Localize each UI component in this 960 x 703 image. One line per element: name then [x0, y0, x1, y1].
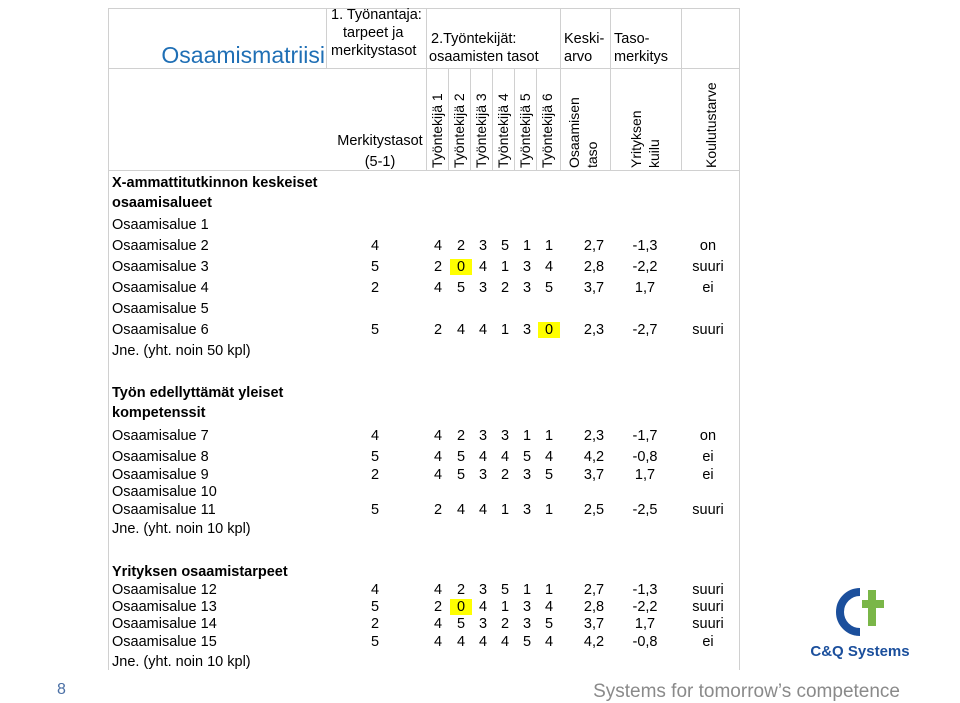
employer-header-line3: merkitystasot — [331, 43, 417, 59]
worker-score: 4 — [433, 280, 443, 296]
worker-score: 3 — [500, 428, 510, 444]
worker-score: 4 — [544, 599, 554, 615]
worker-score: 3 — [522, 616, 532, 632]
average-value: 2,5 — [583, 502, 605, 518]
importance-value: 5 — [370, 322, 380, 338]
employees-header — [431, 30, 539, 66]
worker-score: 4 — [456, 502, 466, 518]
average-value: 2,8 — [583, 599, 605, 615]
average-value: 2,8 — [583, 259, 605, 275]
training-need-value: suuri — [692, 582, 724, 598]
worker-score: 4 — [433, 634, 443, 650]
training-need-value: suuri — [692, 322, 724, 338]
worker-score: 4 — [433, 616, 443, 632]
worker-score: 4 — [544, 634, 554, 650]
worker-score: 3 — [522, 467, 532, 483]
importance-value: 5 — [370, 259, 380, 275]
gap-value: 1,7 — [634, 616, 656, 632]
training-need-value: suuri — [692, 502, 724, 518]
row-label: Osaamisalue 9 — [112, 467, 209, 483]
importance-value: 5 — [370, 502, 380, 518]
worker-score: 1 — [522, 428, 532, 444]
average-value: 3,7 — [583, 616, 605, 632]
worker-score: 5 — [544, 467, 554, 483]
row-label: Osaamisalue 11 — [112, 502, 216, 518]
average-value: 2,7 — [583, 238, 605, 254]
employer-header-line1: 1. Työnantaja: — [331, 7, 422, 23]
worker-score: 2 — [433, 259, 443, 275]
footer-tagline: Systems for tomorrow’s competence — [593, 681, 900, 702]
worker-score: 2 — [433, 599, 443, 615]
gap-value: -1,3 — [632, 582, 658, 598]
row-label: Osaamisalue 3 — [112, 259, 209, 275]
grid-line — [610, 8, 611, 170]
worker-score: 1 — [544, 582, 554, 598]
gap-value: -1,3 — [632, 238, 658, 254]
worker-score: 3 — [522, 280, 532, 296]
average-value: 4,2 — [583, 449, 605, 465]
page-title: Osaamismatriisi — [161, 42, 325, 68]
worker-header-3: Työntekijä 3 — [473, 93, 489, 168]
worker-score: 4 — [478, 449, 488, 465]
training-need-value: ei — [702, 467, 714, 483]
average-header — [564, 30, 604, 66]
worker-score: 3 — [522, 259, 532, 275]
grid-line — [108, 68, 740, 69]
average-header-line1: Keski- — [564, 31, 605, 47]
importance-value: 5 — [370, 634, 380, 650]
importance-value: 4 — [370, 238, 380, 254]
row-label: Osaamisalue 12 — [112, 582, 217, 598]
worker-score: 2 — [500, 467, 510, 483]
worker-score: 4 — [544, 449, 554, 465]
training-need-value: ei — [702, 634, 714, 650]
worker-score: 5 — [456, 616, 466, 632]
row-label: Osaamisalue 2 — [112, 238, 209, 254]
worker-score: 4 — [456, 634, 466, 650]
average-value: 3,7 — [583, 280, 605, 296]
worker-score: 5 — [522, 634, 532, 650]
worker-score: 1 — [522, 582, 532, 598]
worker-score: 1 — [500, 322, 510, 338]
worker-score: 1 — [522, 238, 532, 254]
importance-value: 4 — [370, 428, 380, 444]
importance-levels-line2: (5-1) — [364, 154, 396, 170]
average-value: 3,7 — [583, 467, 605, 483]
row-label: Osaamisalue 13 — [112, 599, 217, 615]
row-label: Osaamisalue 14 — [112, 616, 217, 632]
grid-line — [448, 68, 449, 170]
average-value: 2,3 — [583, 428, 605, 444]
worker-score: 3 — [522, 599, 532, 615]
average-value: 2,7 — [583, 582, 605, 598]
importance-value: 5 — [370, 599, 380, 615]
worker-score: 2 — [500, 280, 510, 296]
worker-score: 5 — [544, 280, 554, 296]
worker-score: 0 — [538, 322, 560, 338]
average-header-line2: arvo — [564, 49, 593, 65]
worker-score: 3 — [478, 616, 488, 632]
worker-score: 5 — [456, 467, 466, 483]
grid-line — [739, 8, 740, 670]
section-note: Jne. (yht. noin 10 kpl) — [112, 521, 251, 537]
importance-value: 4 — [370, 582, 380, 598]
worker-score: 3 — [522, 322, 532, 338]
company-gap-header-line2: kuilu — [646, 139, 662, 168]
worker-score: 1 — [500, 502, 510, 518]
gap-value: -2,2 — [632, 259, 658, 275]
worker-score: 4 — [433, 238, 443, 254]
worker-score: 3 — [478, 280, 488, 296]
grid-line — [514, 68, 515, 170]
worker-header-1: Työntekijä 1 — [429, 93, 445, 168]
worker-score: 4 — [478, 502, 488, 518]
worker-score: 4 — [500, 449, 510, 465]
row-label: Osaamisalue 7 — [112, 428, 209, 444]
worker-score: 3 — [478, 428, 488, 444]
section-title: Yrityksen osaamistarpeet — [112, 564, 288, 580]
importance-value: 2 — [370, 467, 380, 483]
training-need-header: Koulutustarve — [703, 82, 719, 168]
training-need-value: ei — [702, 280, 714, 296]
worker-score: 3 — [478, 467, 488, 483]
importance-levels-line1: Merkitystasot — [337, 133, 423, 149]
worker-score: 0 — [450, 259, 472, 275]
section-title: osaamisalueet — [112, 195, 212, 211]
average-value: 2,3 — [583, 322, 605, 338]
worker-score: 1 — [544, 428, 554, 444]
row-label: Osaamisalue 5 — [112, 301, 209, 317]
grid-line — [492, 68, 493, 170]
worker-score: 1 — [544, 238, 554, 254]
training-need-value: on — [699, 428, 717, 444]
worker-header-6: Työntekijä 6 — [539, 93, 555, 168]
company-gap-header-line1: Yrityksen — [628, 110, 644, 168]
worker-score: 3 — [478, 582, 488, 598]
worker-score: 1 — [500, 599, 510, 615]
row-label: Osaamisalue 4 — [112, 280, 209, 296]
section-note: Jne. (yht. noin 10 kpl) — [112, 654, 251, 670]
worker-header-4: Työntekijä 4 — [495, 93, 511, 168]
grid-line — [108, 8, 109, 670]
gap-value: 1,7 — [634, 280, 656, 296]
worker-score: 0 — [450, 599, 472, 615]
worker-score: 2 — [433, 502, 443, 518]
worker-score: 4 — [433, 467, 443, 483]
employer-header — [331, 6, 422, 60]
training-need-value: suuri — [692, 259, 724, 275]
row-label: Osaamisalue 10 — [112, 484, 217, 500]
gap-value: -2,5 — [632, 502, 658, 518]
training-need-value: on — [699, 238, 717, 254]
worker-score: 2 — [456, 238, 466, 254]
competence-level-header-line2: taso — [584, 141, 600, 168]
worker-score: 5 — [500, 582, 510, 598]
worker-score: 5 — [500, 238, 510, 254]
slide-number: 8 — [57, 681, 66, 698]
worker-score: 4 — [433, 428, 443, 444]
employer-header-line2: tarpeet ja — [343, 25, 404, 41]
grid-line — [560, 8, 561, 170]
worker-header-2: Työntekijä 2 — [451, 93, 467, 168]
worker-score: 4 — [544, 259, 554, 275]
worker-score: 2 — [456, 428, 466, 444]
worker-score: 4 — [478, 259, 488, 275]
section-note: Jne. (yht. noin 50 kpl) — [112, 343, 251, 359]
row-label: Osaamisalue 15 — [112, 634, 217, 650]
employees-header-line1: 2.Työntekijät: — [431, 31, 517, 47]
worker-header-5: Työntekijä 5 — [517, 93, 533, 168]
importance-value: 5 — [370, 449, 380, 465]
importance-value: 2 — [370, 280, 380, 296]
worker-score: 4 — [478, 599, 488, 615]
gap-value: -2,7 — [632, 322, 658, 338]
row-label: Osaamisalue 6 — [112, 322, 209, 338]
training-need-value: suuri — [692, 616, 724, 632]
importance-levels-header — [330, 132, 430, 171]
average-value: 4,2 — [583, 634, 605, 650]
gap-value: -1,7 — [632, 428, 658, 444]
worker-score: 4 — [500, 634, 510, 650]
grid-line — [536, 68, 537, 170]
section-title: Työn edellyttämät yleiset — [112, 385, 284, 401]
company-logo — [810, 582, 910, 662]
training-need-value: suuri — [692, 599, 724, 615]
gap-value: -0,8 — [632, 449, 658, 465]
level-meaning-header — [614, 30, 668, 66]
worker-score: 1 — [500, 259, 510, 275]
worker-score: 1 — [544, 502, 554, 518]
gap-value: -2,2 — [632, 599, 658, 615]
gap-value: 1,7 — [634, 467, 656, 483]
worker-score: 4 — [433, 582, 443, 598]
worker-score: 4 — [478, 634, 488, 650]
worker-score: 3 — [522, 502, 532, 518]
grid-line — [681, 8, 682, 170]
competence-level-header-line1: Osaamisen — [566, 97, 582, 168]
section-title: kompetenssit — [112, 405, 206, 421]
grid-line — [108, 8, 740, 9]
worker-score: 2 — [433, 322, 443, 338]
employees-header-line2: osaamisten tasot — [429, 49, 539, 65]
grid-line — [470, 68, 471, 170]
grid-line — [326, 8, 327, 68]
worker-score: 4 — [433, 449, 443, 465]
worker-score: 5 — [522, 449, 532, 465]
worker-score: 5 — [456, 449, 466, 465]
worker-score: 5 — [456, 280, 466, 296]
section-title: X-ammattitutkinnon keskeiset — [112, 175, 318, 191]
gap-value: -0,8 — [632, 634, 658, 650]
worker-score: 5 — [544, 616, 554, 632]
worker-score: 2 — [456, 582, 466, 598]
training-need-value: ei — [702, 449, 714, 465]
logo-text: C&Q Systems — [810, 643, 910, 660]
worker-score: 4 — [456, 322, 466, 338]
worker-score: 2 — [500, 616, 510, 632]
logo-mark-icon — [840, 590, 884, 632]
importance-value: 2 — [370, 616, 380, 632]
level-meaning-header-line1: Taso- — [614, 31, 650, 47]
worker-score: 4 — [478, 322, 488, 338]
row-label: Osaamisalue 1 — [112, 217, 209, 233]
worker-score: 3 — [478, 238, 488, 254]
row-label: Osaamisalue 8 — [112, 449, 209, 465]
level-meaning-header-line2: merkitys — [614, 49, 668, 65]
